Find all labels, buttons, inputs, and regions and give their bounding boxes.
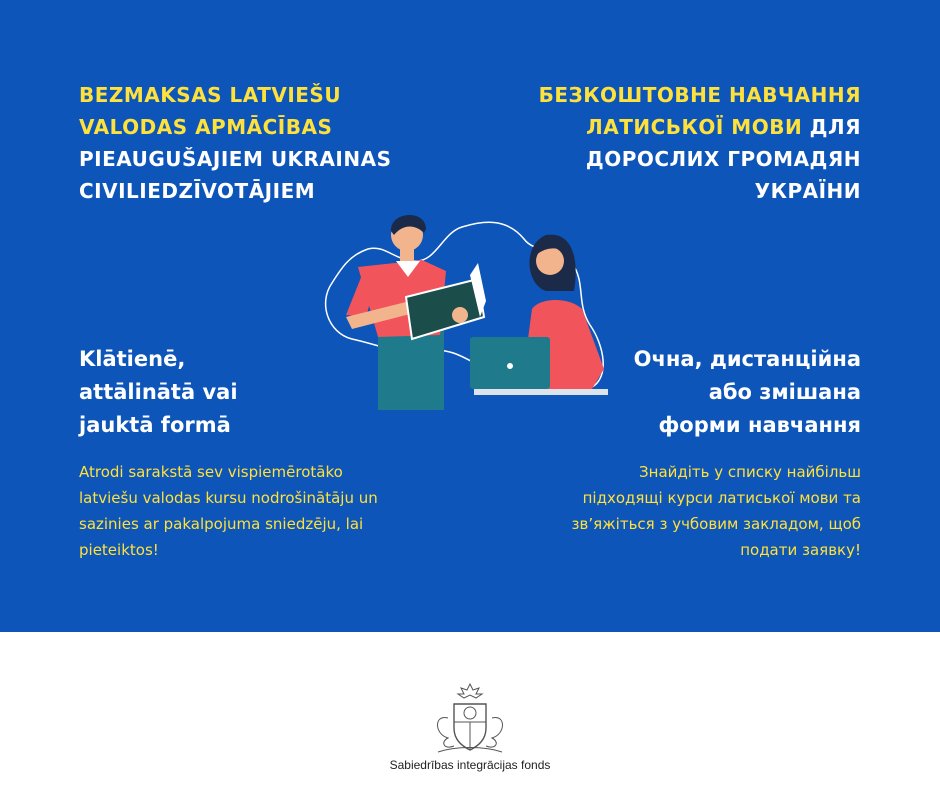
ukrainian-heading-line-4: УКРАЇНИ (754, 179, 861, 203)
ukrainian-heading (461, 79, 861, 207)
latvian-heading-line-4: CIVILIEDZĪVOTĀJIEM (79, 179, 316, 203)
ukrainian-format-text: Очна, дистанційна або змішана форми навчання (633, 347, 861, 437)
organization-name: Sabiedrības integrācijas fonds (389, 758, 551, 772)
latvian-format-text: Klātienē, attālinātā vai jauktā formā (79, 347, 238, 437)
latvian-heading-line-2: VALODAS APMĀCĪBAS (79, 115, 333, 139)
teacher-and-student-illustration (310, 205, 620, 420)
ukrainian-heading-line-2-rest: ДЛЯ (809, 115, 861, 139)
latvian-heading-line-1: BEZMAKSAS LATVIEŠU (79, 83, 342, 107)
ukrainian-heading-line-3: ДОРОСЛИХ ГРОМАДЯН (585, 147, 861, 171)
ukrainian-heading-line-1: БЕЗКОШТОВНЕ НАВЧАННЯ (538, 83, 861, 107)
ukrainian-heading-line-2-highlight: ЛАТИСЬКОЇ МОВИ (586, 115, 803, 139)
student-figure (470, 235, 608, 395)
teacher-figure (346, 215, 486, 410)
latvia-coat-of-arms-icon (432, 682, 508, 756)
latvian-heading-line-3: PIEAUGUŠAJIEM UKRAINAS (79, 147, 392, 171)
latvian-heading (79, 79, 459, 207)
ukrainian-description: Знайдіть у списку найбільш підходящі курси латиської мови та зв’яжіться з учбовим закладом, щоб подати заявку! (571, 463, 861, 559)
latvian-description: Atrodi sarakstā sev vispiemērotāko latviešu valodas kursu nodrošinātāju un sazinies ar pakalpojuma sniedzēju, lai pieteiktos! (79, 463, 378, 559)
